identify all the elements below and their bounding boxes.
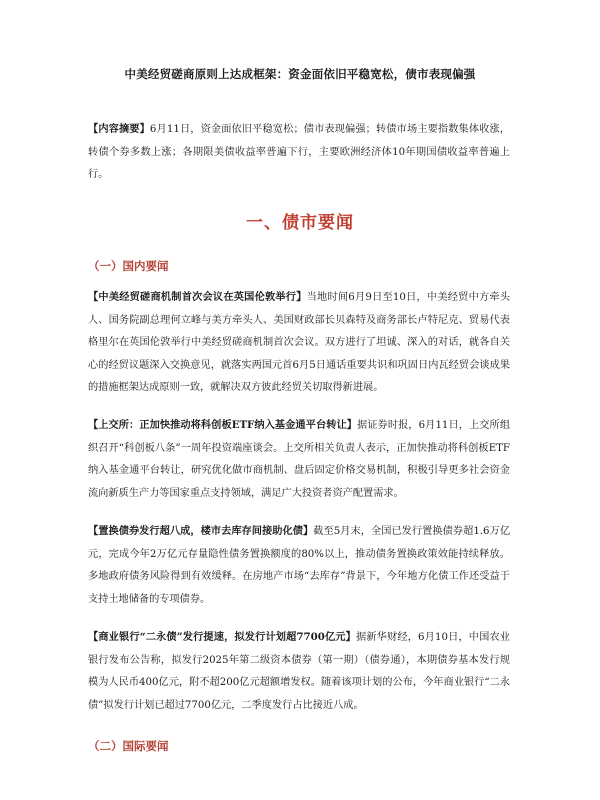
abstract-paragraph: [88, 118, 510, 187]
news-headline: 【上交所：正加快推动将科创板ETF纳入基金通平台转让】: [88, 419, 358, 431]
document-title: 中美经贸磋商原则上达成框架：资金面依旧平稳宽松，债市表现偏强: [124, 67, 476, 81]
news-body: 当地时间6月9日至10日，中美经贸中方牵头人、国务院副总理何立峰与美方牵头人、美国财政部长贝森特及商务部长卢特尼克、贸易代表格里尔在英国伦敦举行中美经贸磋商机制首次会议。双方进行了坦诚、深入的对话，就各自关心的经贸议题深入交换意见，就落实两国元首6月5日通话重要共识和巩固日内瓦经贸会谈成果的措施框架达成原则一致，就解决双方彼此经贸关切取得新进展。: [88, 292, 510, 393]
news-headline: 【商业银行“二永债”发行提速，拟发行计划超7700亿元】: [88, 631, 356, 643]
section-heading: 一、债市要闻: [246, 213, 354, 233]
news-body: 据证券时报，6月11日，上交所组织召开“科创板八条”一周年投资端座谈会。上交所相关负责人表示，正加快推动将科创板ETF纳入基金通平台转让，研究优化做市商机制、盘后固定价格交易机制，积极引导更多社会资金流向新质生产力等国家重点支持领域，满足广大投资者资产配置需求。: [88, 420, 511, 499]
news-item: [88, 414, 510, 505]
news-headline: 【置换债券发行超八成，楼市去库存间接助化债】: [88, 525, 314, 537]
news-item: [88, 286, 510, 400]
subsection-heading-domestic: （一）国内要闻: [88, 259, 169, 273]
abstract-text: 6月11日，资金面依旧平稳宽松；债市表现偏强；转债市场主要指数集体收涨，转债个券多数上涨；各期限美债收益率普遍下行，主要欧洲经济体10年期国债收益率普遍上行。: [88, 124, 510, 180]
subsection-heading-international: （二）国际要闻: [88, 739, 169, 753]
news-item: [88, 626, 510, 717]
news-body: 截至5月末，全国已发行置换债券超1.6万亿元，完成今年2万亿元存量隐性债务置换额度的80%以上，推动债务置换政策效能持续释放。多地政府债务风险得到有效缓释。在房地产市场“去库存”背景下，今年地方化债工作还受益于支持土地储备的专项债券。: [88, 526, 511, 605]
news-headline: 【中美经贸磋商机制首次会议在英国伦敦举行】: [88, 291, 307, 303]
news-item: [88, 520, 510, 611]
news-body: 据新华财经，6月10日，中国农业银行发布公告称，拟发行2025年第二级资本债券（第一期）（债券通），本期债券基本发行规模为人民币400亿元，附不超200亿元超额增发权。随着该项计划的公布，今年商业银行“二永债”拟发行计划已超过7700亿元，二季度发行占比接近八成。: [88, 632, 510, 711]
abstract-label: 【内容摘要】: [88, 123, 150, 135]
